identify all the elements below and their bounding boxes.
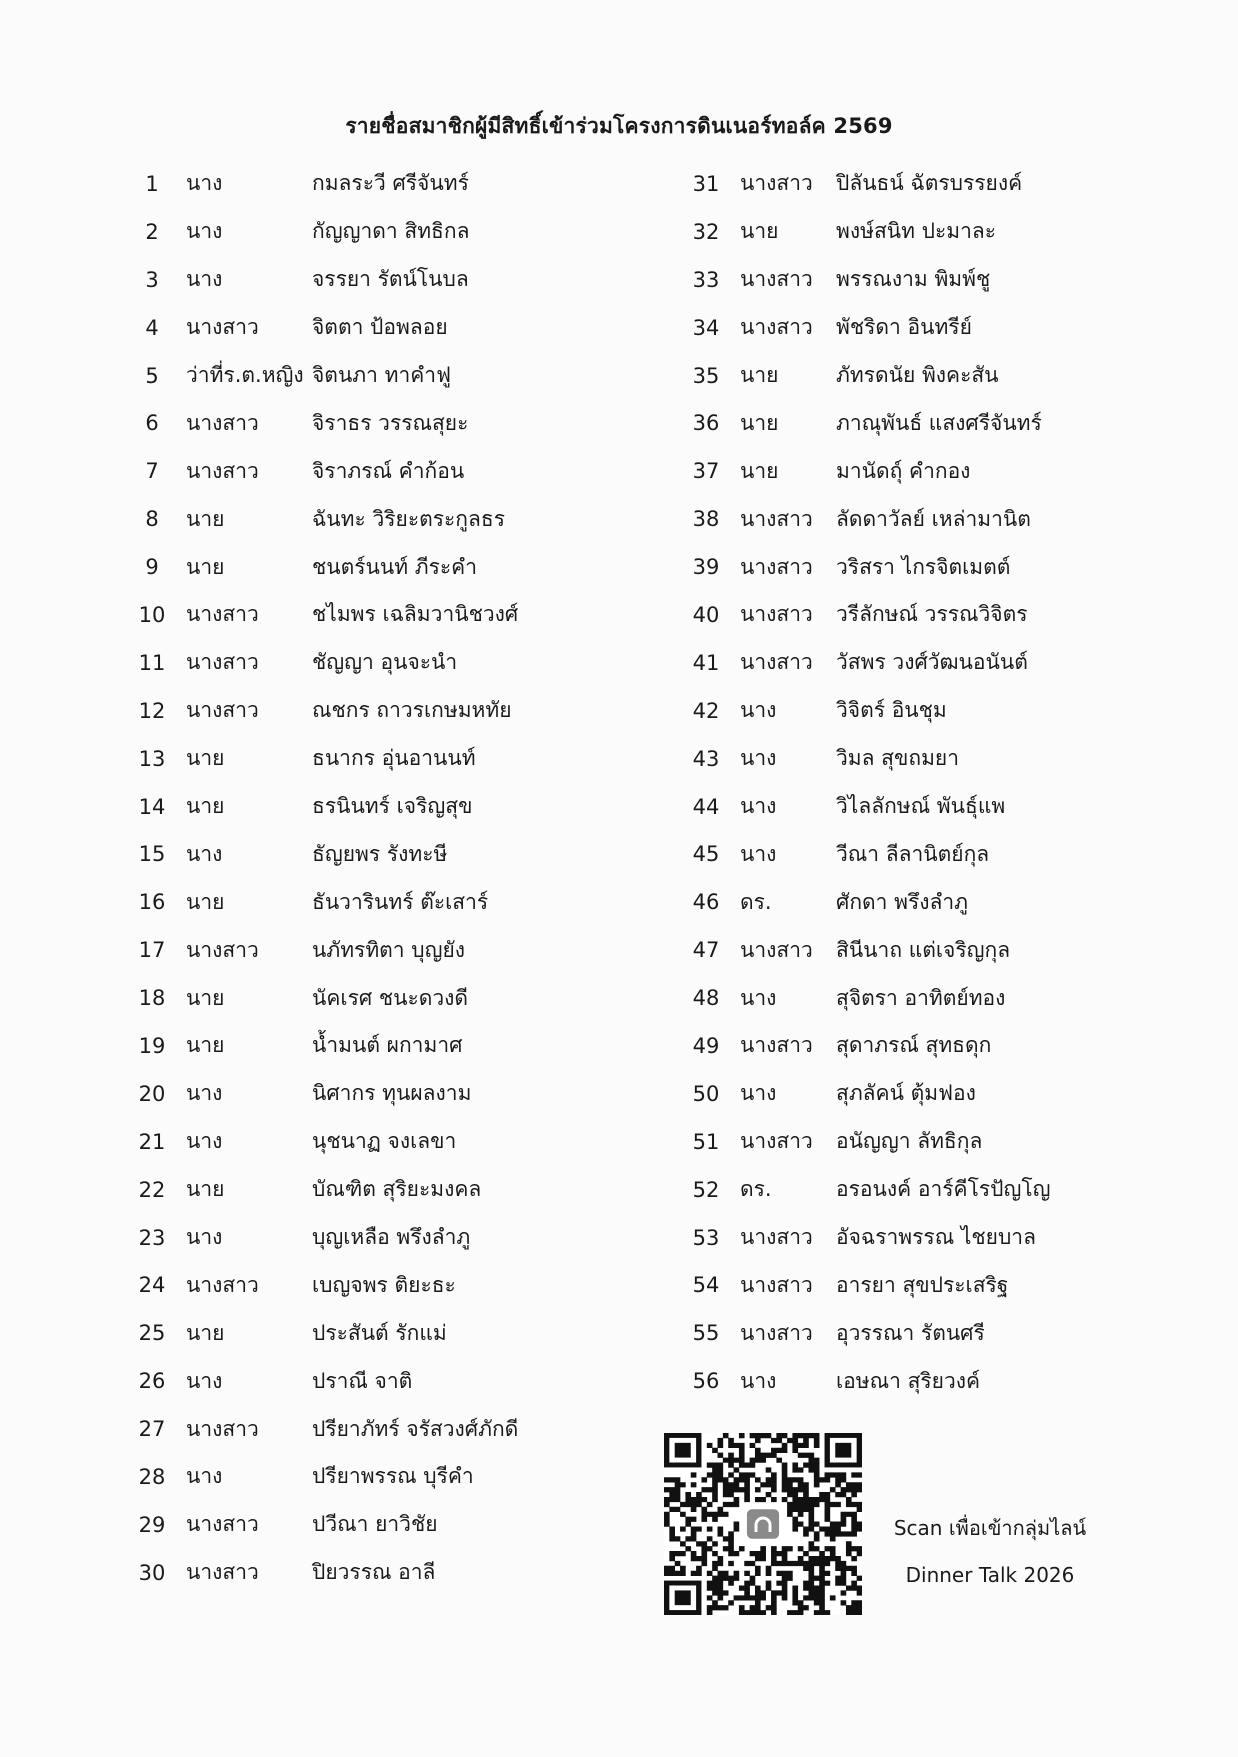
member-number: 9	[145, 555, 159, 580]
member-row	[120, 830, 642, 878]
qr-code-image	[664, 1433, 862, 1615]
member-row	[674, 399, 1166, 447]
member-row	[674, 783, 1166, 831]
member-name: ธนากร อุ่นอานนท์	[312, 746, 476, 771]
member-row	[674, 974, 1166, 1022]
member-name: จิตตา ป้อพลอย	[312, 315, 448, 340]
member-prefix: นาง	[186, 1129, 223, 1154]
member-name: พงษ์สนิท ปะมาละ	[836, 219, 997, 244]
member-name: บัณฑิต สุริยะมงคล	[312, 1177, 482, 1202]
member-number: 6	[145, 411, 159, 436]
member-number: 52	[692, 1177, 720, 1202]
member-number: 53	[692, 1225, 720, 1250]
member-prefix: นาง	[186, 267, 223, 292]
member-row	[674, 1070, 1166, 1118]
member-number: 56	[692, 1369, 720, 1394]
member-prefix: นาง	[740, 1081, 777, 1106]
member-prefix: นาง	[186, 1081, 223, 1106]
member-name: ศักดา พรึงลำภู	[836, 889, 969, 914]
member-row	[674, 447, 1166, 495]
member-name: ธันวารินทร์ ต๊ะเสาร์	[312, 889, 489, 914]
member-row	[120, 783, 642, 831]
member-row	[674, 591, 1166, 639]
member-number: 54	[692, 1273, 720, 1298]
member-name: จิราภรณ์ คำก้อน	[312, 458, 465, 483]
member-name: สุจิตรา อาทิตย์ทอง	[836, 985, 1006, 1010]
member-row	[120, 735, 642, 783]
member-number: 24	[138, 1273, 166, 1298]
member-number: 30	[138, 1560, 166, 1585]
member-name: ชไมพร เฉลิมวานิชวงศ์	[312, 602, 519, 627]
member-prefix: นางสาว	[186, 1560, 259, 1585]
member-number: 50	[692, 1081, 720, 1106]
member-prefix: นางสาว	[740, 267, 813, 292]
member-number: 4	[145, 315, 159, 340]
member-row	[120, 1549, 642, 1597]
member-prefix: นาย	[740, 410, 779, 435]
member-name: เอษณา สุริยวงค์	[836, 1368, 981, 1393]
member-name: อรอนงค์ อาร์คีโรปัญโญ	[836, 1177, 1051, 1202]
member-row	[120, 256, 642, 304]
member-prefix: นาง	[186, 841, 223, 866]
member-row	[120, 687, 642, 735]
member-row	[120, 1261, 642, 1309]
member-prefix: ว่าที่ร.ต.หญิง	[186, 363, 304, 387]
member-list-right	[674, 160, 1166, 1405]
member-prefix: นางสาว	[740, 506, 813, 531]
member-number: 32	[692, 219, 720, 244]
member-name: บุญเหลือ พรึงลำภู	[312, 1225, 471, 1250]
member-name: สุภลัคน์ ตุ้มฟอง	[836, 1081, 976, 1106]
page-title: รายชื่อสมาชิกผู้มีสิทธิ์เข้าร่วมโครงการดินเนอร์ทอล์ค 2569	[345, 114, 893, 138]
member-row	[674, 1261, 1166, 1309]
member-name: พรรณงาม พิมพ์ชู	[836, 267, 991, 292]
member-prefix: นางสาว	[740, 1272, 813, 1297]
member-prefix: นางสาว	[186, 602, 259, 627]
member-number: 40	[692, 602, 720, 627]
member-row	[674, 1309, 1166, 1357]
member-prefix: นาย	[186, 506, 225, 531]
member-number: 28	[138, 1464, 166, 1489]
member-name: อัจฉราพรรณ ไชยบาล	[836, 1225, 1036, 1250]
member-prefix: นางสาว	[186, 698, 259, 723]
member-number: 2	[145, 219, 159, 244]
member-prefix: นางสาว	[740, 650, 813, 675]
member-number: 48	[692, 986, 720, 1011]
member-name: จิตนภา ทาคำฟู	[312, 363, 451, 387]
member-prefix: นาง	[740, 1368, 777, 1393]
member-row	[120, 208, 642, 256]
member-number: 51	[692, 1129, 720, 1154]
member-prefix: นาง	[740, 746, 777, 771]
member-name: ชนตร์นนท์ ภีระคำ	[312, 554, 477, 579]
member-number: 41	[692, 650, 720, 675]
member-name: น้ำมนต์ ผกามาศ	[312, 1033, 463, 1058]
member-row	[120, 1166, 642, 1214]
member-number: 19	[138, 1033, 166, 1058]
member-name: ปราณี จาติ	[312, 1368, 413, 1393]
member-prefix: นางสาว	[186, 937, 259, 962]
member-prefix: นาง	[186, 171, 223, 196]
member-prefix: นางสาว	[186, 410, 259, 435]
member-row	[120, 1118, 642, 1166]
member-prefix: นาย	[740, 458, 779, 483]
member-row	[120, 352, 642, 400]
member-number: 39	[692, 555, 720, 580]
member-prefix: นางสาว	[186, 1272, 259, 1297]
member-row	[674, 926, 1166, 974]
member-number: 16	[138, 890, 166, 915]
member-prefix: นางสาว	[186, 315, 259, 340]
member-name: ปิลันธน์ ฉัตรบรรยงค์	[836, 171, 1023, 196]
member-prefix: นาย	[186, 1033, 225, 1058]
member-row	[674, 735, 1166, 783]
qr-caption-line1: Scan เพื่อเข้ากลุ่มไลน์	[893, 1516, 1087, 1540]
member-prefix: นางสาว	[740, 171, 813, 196]
member-number: 27	[138, 1417, 166, 1442]
member-row	[120, 1070, 642, 1118]
member-row	[120, 1022, 642, 1070]
member-prefix: นางสาว	[186, 458, 259, 483]
member-number: 1	[145, 171, 159, 196]
member-prefix: ดร.	[740, 1177, 772, 1202]
qr-code[interactable]	[664, 1433, 862, 1615]
member-number: 3	[145, 267, 159, 292]
member-number: 26	[138, 1369, 166, 1394]
member-row	[674, 1118, 1166, 1166]
member-prefix: นาย	[740, 363, 779, 387]
member-prefix: นาง	[186, 1225, 223, 1250]
member-number: 43	[692, 746, 720, 771]
member-name: นัคเรศ ชนะดวงดี	[312, 985, 469, 1010]
member-prefix: นาย	[740, 219, 779, 244]
member-name: วัสพร วงศ์วัฒนอนันต์	[836, 650, 1028, 675]
member-number: 38	[692, 507, 720, 532]
member-name: ประสันต์ รักแม่	[312, 1320, 447, 1345]
member-row	[120, 878, 642, 926]
member-row	[120, 1453, 642, 1501]
member-number: 45	[692, 842, 720, 867]
member-prefix: นาง	[186, 219, 223, 244]
member-name: จรรยา รัตน์โนบล	[312, 267, 469, 292]
member-number: 33	[692, 267, 720, 292]
member-row	[120, 1501, 642, 1549]
member-prefix: นาย	[186, 1177, 225, 1202]
member-row	[120, 495, 642, 543]
member-name: ธัญยพร รังทะษี	[312, 841, 448, 866]
member-row	[674, 160, 1166, 208]
member-prefix: นางสาว	[740, 315, 813, 340]
member-prefix: นาย	[186, 794, 225, 819]
member-list-left	[120, 160, 642, 1597]
member-row	[120, 1309, 642, 1357]
member-row	[674, 256, 1166, 304]
member-prefix: นาง	[186, 1368, 223, 1393]
member-number: 49	[692, 1033, 720, 1058]
qr-caption-line2: Dinner Talk 2026	[905, 1563, 1075, 1587]
member-number: 22	[138, 1177, 166, 1202]
member-name: ปรียาพรรณ บุรีคำ	[312, 1464, 474, 1489]
member-name: จิราธร วรรณสุยะ	[312, 410, 469, 435]
member-row	[674, 639, 1166, 687]
member-row	[674, 1357, 1166, 1405]
member-prefix: นางสาว	[740, 937, 813, 962]
member-row	[674, 830, 1166, 878]
member-prefix: นางสาว	[186, 650, 259, 675]
member-name: วิไลลักษณ์ พันธุ์แพ	[836, 794, 1006, 819]
member-row	[674, 878, 1166, 926]
member-number: 44	[692, 794, 720, 819]
member-prefix: นาง	[740, 698, 777, 723]
member-row	[674, 208, 1166, 256]
member-name: สินีนาถ แต่เจริญกุล	[836, 937, 1011, 962]
member-number: 10	[138, 602, 166, 627]
member-row	[120, 160, 642, 208]
member-number: 25	[138, 1321, 166, 1346]
member-prefix: นาย	[186, 889, 225, 914]
member-name: ชัญญา อุนจะนำ	[312, 650, 458, 675]
member-prefix: นางสาว	[186, 1416, 259, 1441]
member-prefix: นาง	[740, 985, 777, 1010]
member-number: 31	[692, 171, 720, 196]
member-number: 36	[692, 411, 720, 436]
member-number: 14	[138, 794, 166, 819]
member-name: ลัดดาวัลย์ เหล่ามานิต	[836, 506, 1031, 531]
member-row	[120, 1214, 642, 1262]
member-name: นิศากร ทุนผลงาม	[312, 1081, 472, 1106]
member-name: สุดาภรณ์ สุทธดุก	[836, 1033, 992, 1058]
member-name: วิมล สุขถมยา	[836, 746, 960, 771]
member-prefix: นาง	[186, 1464, 223, 1489]
member-row	[120, 1405, 642, 1453]
member-name: วิจิตร์ อินชุม	[836, 698, 947, 723]
member-number: 11	[138, 650, 166, 675]
member-row	[674, 304, 1166, 352]
member-number: 37	[692, 459, 720, 484]
member-name: ภาณุพันธ์ แสงศรีจันทร์	[836, 410, 1042, 435]
member-name: เบญจพร ติยะธะ	[312, 1272, 456, 1297]
member-prefix: นางสาว	[740, 1320, 813, 1345]
member-prefix: นาย	[186, 746, 225, 771]
member-number: 55	[692, 1321, 720, 1346]
member-prefix: นางสาว	[740, 1225, 813, 1250]
member-prefix: นาย	[186, 985, 225, 1010]
member-name: กัญญาดา สิทธิกล	[312, 219, 470, 244]
member-row	[120, 974, 642, 1022]
member-prefix: ดร.	[740, 889, 772, 914]
member-name: ณชกร ถาวรเกษมหทัย	[312, 698, 512, 723]
member-name: นภัทรทิตา บุญยัง	[312, 937, 466, 962]
member-number: 15	[138, 842, 166, 867]
member-row	[120, 1357, 642, 1405]
member-name: อุวรรณา รัตนศรี	[836, 1320, 985, 1345]
member-number: 35	[692, 363, 720, 388]
member-row	[674, 1166, 1166, 1214]
member-prefix: นาง	[740, 794, 777, 819]
member-row	[120, 399, 642, 447]
member-name: มานัดถุ์ คำกอง	[836, 458, 971, 483]
member-name: ธรนินทร์ เจริญสุข	[312, 794, 473, 819]
line-logo-icon	[747, 1509, 779, 1539]
member-number: 21	[138, 1129, 166, 1154]
member-number: 5	[145, 363, 159, 388]
member-number: 47	[692, 938, 720, 963]
member-prefix: นางสาว	[186, 1512, 259, 1537]
qr-caption	[880, 1505, 1100, 1599]
member-number: 20	[138, 1081, 166, 1106]
member-prefix: นาย	[186, 1320, 225, 1345]
member-name: ปวีณา ยาวิชัย	[312, 1512, 438, 1537]
member-prefix: นางสาว	[740, 554, 813, 579]
member-row	[120, 304, 642, 352]
member-name: อนัญญา ลัทธิกุล	[836, 1129, 983, 1154]
member-number: 8	[145, 507, 159, 532]
member-name: วีณา ลีลานิตย์กุล	[836, 841, 990, 866]
member-name: ปิยวรรณ อาลี	[312, 1560, 436, 1585]
member-prefix: นาย	[186, 554, 225, 579]
member-number: 17	[138, 938, 166, 963]
member-number: 29	[138, 1512, 166, 1537]
member-number: 34	[692, 315, 720, 340]
member-row	[674, 352, 1166, 400]
member-row	[120, 926, 642, 974]
member-number: 12	[138, 698, 166, 723]
member-name: พัชริดา อินทรีย์	[836, 315, 972, 340]
member-row	[120, 639, 642, 687]
member-row	[674, 1214, 1166, 1262]
member-prefix: นางสาว	[740, 1129, 813, 1154]
member-prefix: นางสาว	[740, 602, 813, 627]
member-name: ปรียาภัทร์ จรัสวงศ์ภักดี	[312, 1416, 519, 1441]
member-name: วริสรา ไกรจิตเมตต์	[836, 554, 1011, 579]
member-number: 7	[145, 459, 159, 484]
member-name: นุชนาฏ จงเลขา	[312, 1129, 457, 1154]
member-name: ภัทรดนัย พิงคะสัน	[836, 363, 999, 387]
member-number: 23	[138, 1225, 166, 1250]
member-row	[120, 543, 642, 591]
member-prefix: นาง	[740, 841, 777, 866]
member-name: อารยา สุขประเสริฐ	[836, 1272, 1009, 1297]
member-name: ฉันทะ วิริยะตระกูลธร	[312, 506, 505, 531]
member-row	[674, 543, 1166, 591]
member-number: 42	[692, 698, 720, 723]
member-row	[674, 495, 1166, 543]
member-row	[120, 591, 642, 639]
member-prefix: นางสาว	[740, 1033, 813, 1058]
member-number: 18	[138, 986, 166, 1011]
member-name: กมลระวี ศรีจันทร์	[312, 171, 469, 196]
member-number: 46	[692, 890, 720, 915]
member-number: 13	[138, 746, 166, 771]
member-row	[674, 1022, 1166, 1070]
member-row	[120, 447, 642, 495]
member-name: วรีลักษณ์ วรรณวิจิตร	[836, 602, 1028, 627]
member-row	[674, 687, 1166, 735]
